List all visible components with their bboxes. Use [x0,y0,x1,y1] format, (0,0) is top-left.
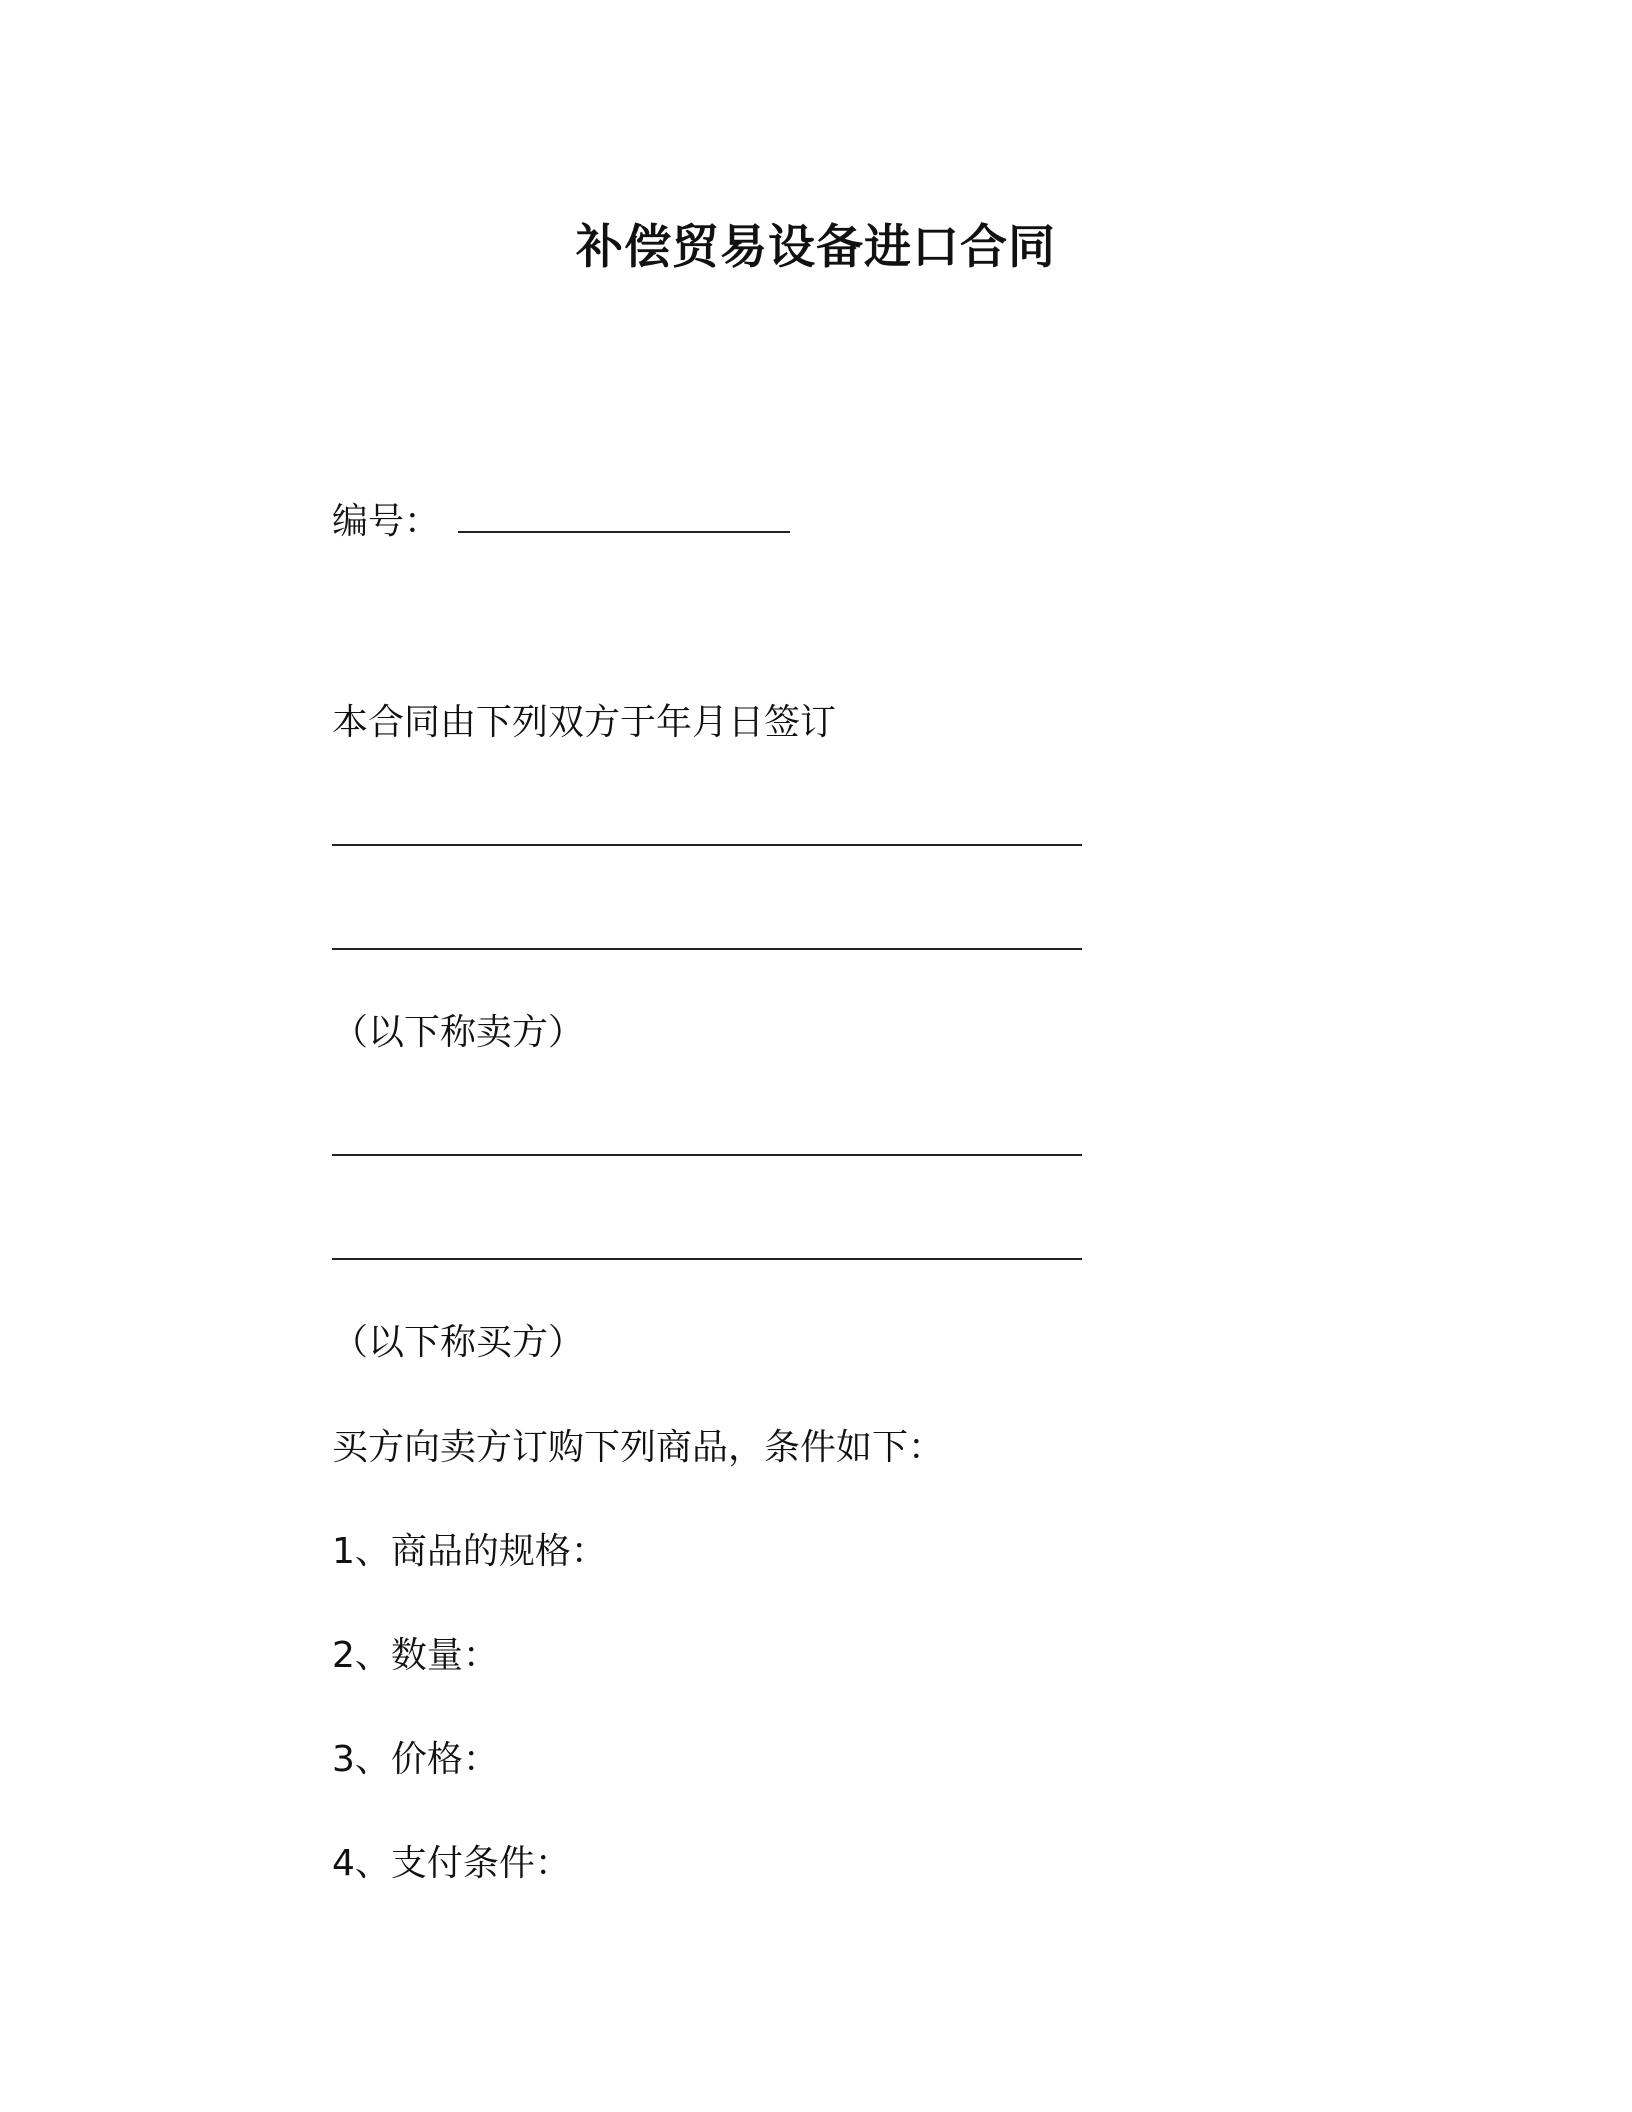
contract-number-blank [458,497,790,533]
seller-name-blank-line-1 [332,844,1082,846]
buyer-name-blank-line-2 [332,1258,1082,1260]
buyer-designation: （以下称买方） [332,1322,585,1363]
seller-name-blank-line-2 [332,948,1082,950]
contract-number-row [332,497,790,545]
signing-statement: 本合同由下列双方于年月日签订 [332,702,837,743]
buyer-name-blank-line-1 [332,1154,1082,1156]
seller-designation: （以下称卖方） [332,1012,585,1053]
order-statement: 买方向卖方订购下列商品，条件如下： [332,1427,945,1468]
contract-title: 补偿贸易设备进口合同 [576,220,1056,275]
contract-number-label: 编号： [332,501,441,542]
clause-price: 3、价格： [332,1739,499,1780]
clause-quantity: 2、数量： [332,1635,499,1676]
clause-payment-terms: 4、支付条件： [332,1843,571,1884]
clause-specification: 1、商品的规格： [332,1531,607,1572]
